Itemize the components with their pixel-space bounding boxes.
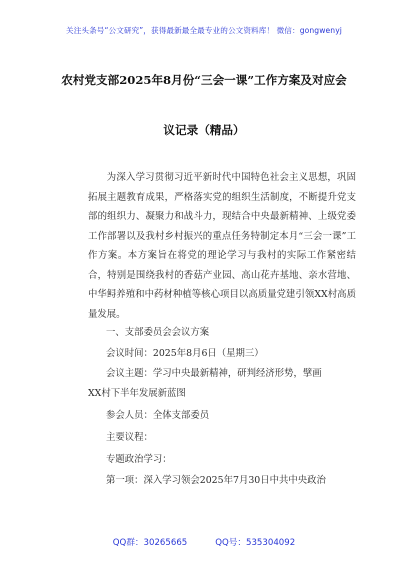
- topic-label: 专题政治学习：: [106, 454, 172, 465]
- agenda-item-1: 第一项：深入学习领会2025年7月30日中共中央政治: [106, 475, 326, 486]
- meeting-theme-line-1: 会议主题：学习中央最新精神，研判经济形势，擘画: [106, 368, 322, 379]
- intro-paragraph-block: [88, 168, 356, 324]
- header-promo-note: 关注头条号“公文研究”，获得最新最全最专业的公文资料库！ 微信：gongwenyj: [66, 26, 342, 35]
- meeting-time: 会议时间：2025年8月6日（星期三）: [106, 348, 264, 359]
- section-heading-1: 一、支部委员会会议方案: [106, 327, 210, 338]
- meeting-theme-line-2: XX村下半年发展新蓝图: [88, 388, 186, 399]
- intro-paragraph: 为深入学习贯彻习近平新时代中国特色社会主义思想，巩固拓展主题教育成果，严格落实党的组织生活制度，不断提升党支部的组织力、凝聚力和战斗力，现结合中央最新精神、上级党委工作部署以及我村乡村振兴的重点任务特制定本月“三会一课”工作方案。本方案旨在将党的理论学习与我村的实际工作紧密结合，特别是围绕我村的香菇产业园、高山花卉基地、亲水营地、中华鲟养殖和中药材种植等核心项目以高质量党建引领XX村高质量发展。: [88, 172, 356, 320]
- meeting-attendees: 参会人员：全体支部委员: [106, 410, 210, 421]
- footer-contact: [0, 536, 408, 548]
- document-title-line-2: 议记录（精品）: [163, 123, 245, 137]
- footer-qq-number: QQ号：535304092: [215, 538, 296, 548]
- footer-qq-group: QQ群：30265665: [112, 538, 188, 548]
- agenda-label: 主要议程：: [106, 432, 153, 443]
- document-title-line-1: 农村党支部2025年8月份“三会一课”工作方案及对应会: [61, 73, 347, 87]
